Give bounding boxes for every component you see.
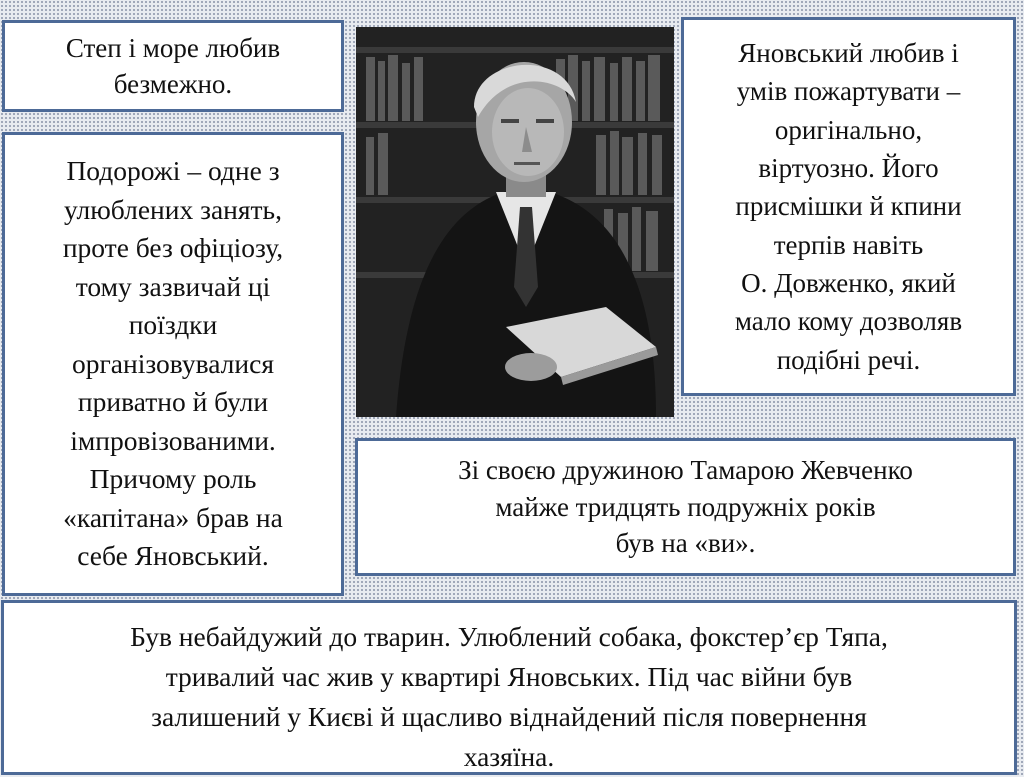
portrait-photo-icon — [356, 27, 674, 417]
text-box-travel — [2, 132, 344, 596]
animals-text: Був небайдужий до тварин. Улюблений собака, фокстер’єр Тяпа, тривалий час жив у квартирі Яновських. Під час війни був залишений у Києві й щасливо віднайдений після повернення хазяїна. — [130, 621, 888, 772]
wife-text: Зі своєю дружиною Тамарою Жевченко майже тридцять подружніх років був на «ви». — [458, 455, 913, 559]
text-box-steppe — [2, 20, 344, 112]
travel-text: Подорожі – одне з улюблених занять, проте без офіціозу, тому зазвичай ці поїздки організовувалися приватно й були імпровізованими. Причому роль «капітана» брав на себе Яновський. — [62, 155, 284, 572]
portrait-image — [356, 27, 674, 417]
text-box-wife — [355, 438, 1016, 576]
steppe-text: Степ і море любив безмежно. — [65, 32, 281, 99]
text-box-animals — [1, 600, 1017, 775]
humor-text: Яновський любив і умів пожартувати – оригінально, віртуозно. Його присмішки й кпини терпів навіть О. Довженко, який мало кому дозволяв подібні речі. — [734, 38, 963, 375]
text-box-humor — [681, 17, 1016, 396]
